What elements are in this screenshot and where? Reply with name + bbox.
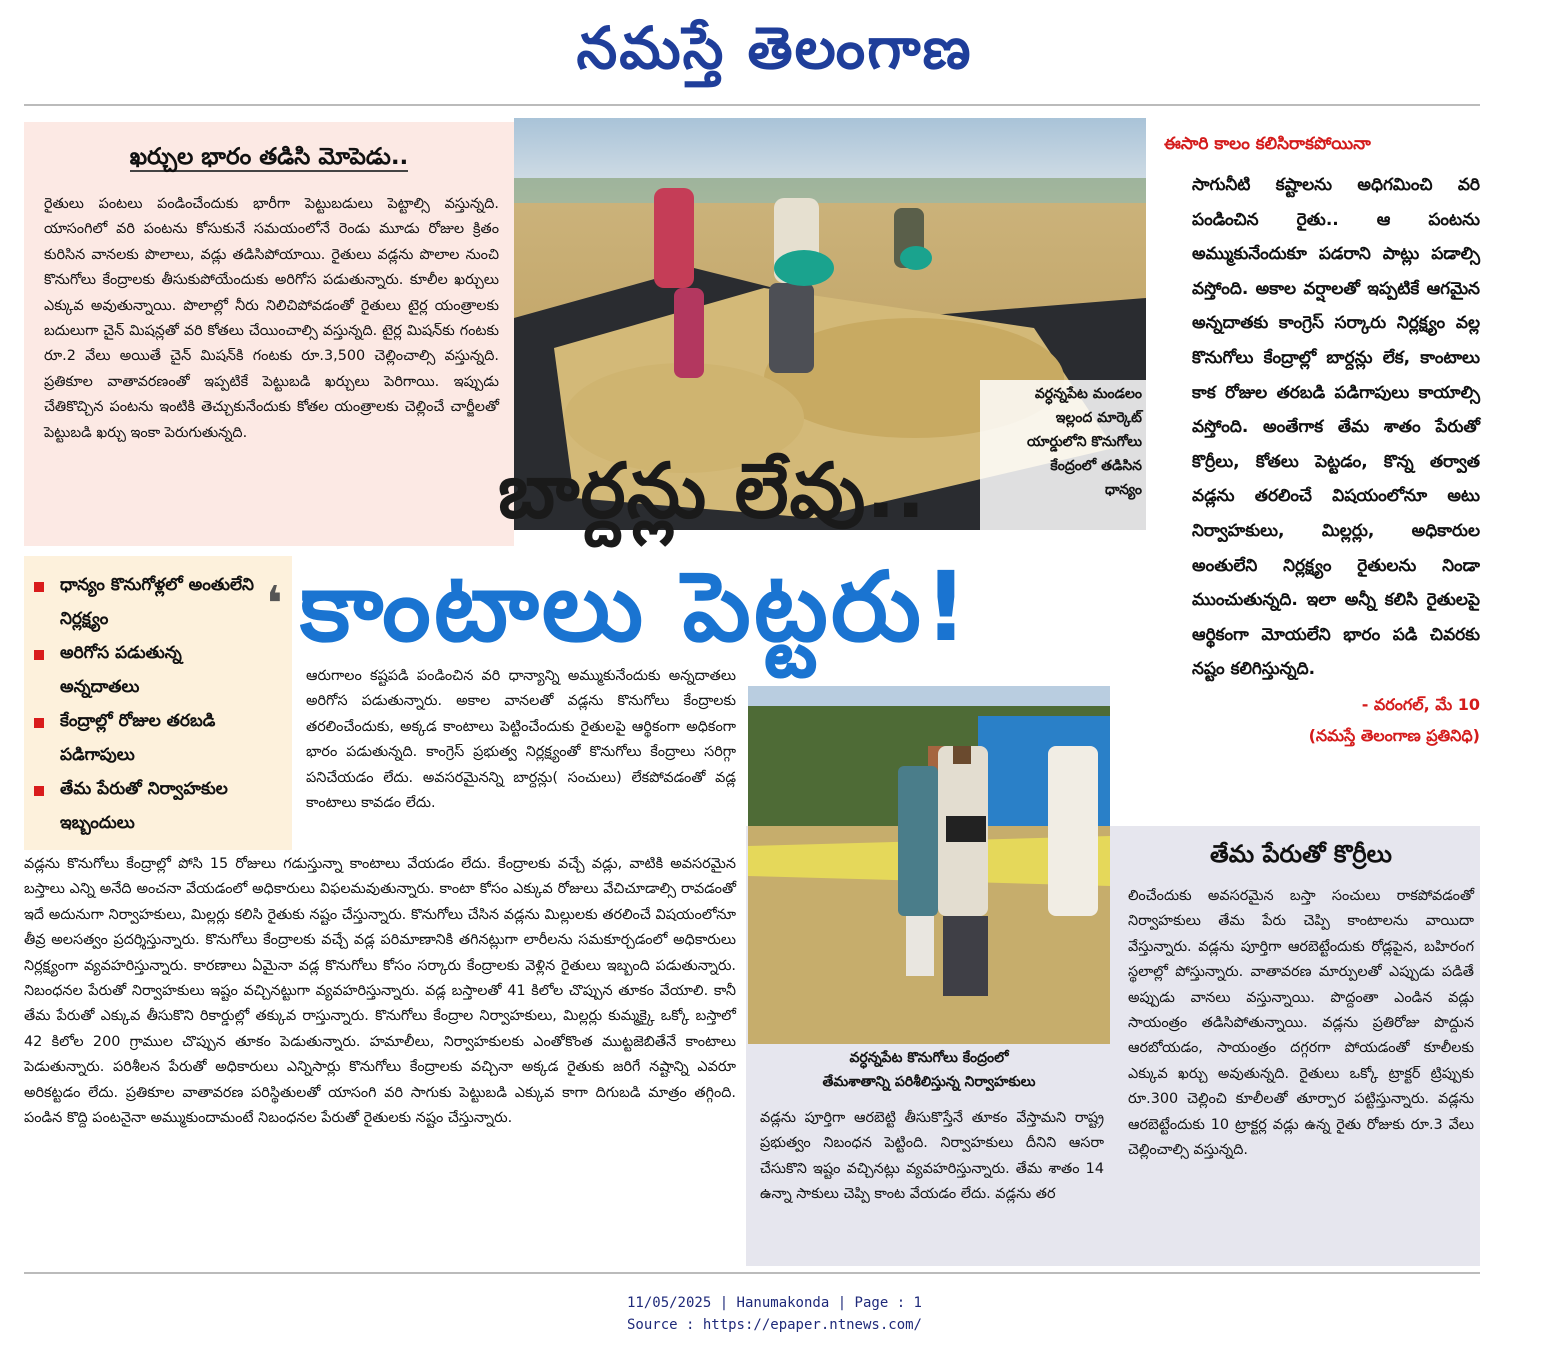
left-box-heading — [64, 144, 474, 180]
main-article-body: వడ్లను కొనుగోలు కేంద్రాల్లో పోసి 15 రోజులు గడుస్తున్నా కాంటాలు వేయడం లేదు. కేంద్రాలకు వచ్చే వడ్లు, వాటికి అవసరమైన బస్తాలు ఎన్ని అనేది అంచనా వేయడంలో అధికారులు విఫలమవుతున్నారు. కాంటా కోసం ఎక్కువ రోజులు వేచిచూడాల్సి రావడంతో ఇదే అదునుగా నిర్వాహకులు, మిల్లర్లు కలిసి రైతుకు నష్టం చేస్తున్నారు. కొనుగోలు చేసిన వడ్లను మిల్లులకు తరలించే విషయంలోనూ తీవ్ర అలసత్వం ప్రదర్శిస్తున్నారు. కొనుగోలు కేంద్రాలకు వచ్చే వడ్ల పరిమాణానికి తగినట్లుగా లారీలను సమకూర్చడంలో అధికారులు నిర్లక్ష్యంగా వ్యవహరిస్తున్నారు. కారణాలు ఏమైనా వడ్ల కొనుగోలు కోసం సర్కారు కేంద్రాలకు వెళ్లిన రైతులు ఇబ్బంది పడుతున్నారు. నిబంధనల పేరుతో నిర్వాహకులు ఇష్టం వచ్చినట్టుగా వ్యవహరిస్తున్నారు. వడ్ల బస్తాలతో 41 కిలోల చొప్పున తూకం వేయాలి. కానీ తేమ పేరుతో ఎక్కువ తీసుకొని రికార్డుల్లో తక్కువ రాస్తున్నారు. కొనుగోలు కేంద్రాల నిర్వాహకులు, మిల్లర్లు కుమ్మక్కై ఒక్కో బస్తాలో 42 కిలోల 200 గ్రాముల చొప్పున తూకం పెడుతున్నారు. హమాలీలు, నిర్వాహకులకు ఎంతోకొంత ముట్టజెబితేనే కాంటాలు పెడుతున్నారు. పరిశీలన పేరుతో అధికారులు ఎన్నిసార్లు కొనుగోలు కేంద్రాలకు వచ్చినా అక్కడ రైతుకు జరిగే నష్టాన్ని ఎవరూ అరికట్టడం లేదు. ప్రతికూల వాతావరణ పరిస్థితులతో యాసంగి వరి సాగుకు పెట్టుబడి ఎక్కువ కాగా దిగుబడి మాత్రం తగ్గింది. పండిన కొద్ది పంటనైనా అమ్ముకుందామంటే నిబంధనల పేరుతో రైతులకు నష్టం చేస్తున్నారు. — [24, 856, 736, 1127]
main-article-intro: ఆరుగాలం కష్టపడి పండించిన వరి ధాన్యాన్ని అమ్ముకునేందుకు అన్నదాతలు అరిగోస పడుతున్నారు. అకాల వానలతో వడ్లను కొనుగోలు కేంద్రాలకు తరలించేందుకు, అక్కడ కాంటాలు పెట్టించేందుకు రైతులపై ఆర్థికంగా అధికంగా భారం పడుతున్నది. కాంగ్రెస్ ప్రభుత్వ నిర్లక్ష్యంతో కొనుగోలు కేంద్రాలు సరిగ్గా పనిచేయడం లేదు. అవసరమైనన్ని బార్దన్లు( సంచులు) లేకపోవడంతో వడ్ల కాంటాలు కావడం లేదు. — [306, 668, 736, 812]
footer-date-line: 11/05/2025 | Hanumakonda | Page : 1 — [626, 1295, 922, 1311]
moisture-check-photo — [748, 686, 1110, 1044]
quote-mark-icon: ❛ — [266, 576, 283, 632]
highlight-item: ధాన్యం కొనుగోళ్లలో అంతులేని నిర్లక్ష్యం — [24, 568, 254, 636]
right-box-heading: తేమ పేరుతో కొర్రీలు — [1210, 840, 1392, 868]
photo2-caption-line: తేమశాతాన్ని పరిశీలిస్తున్న నిర్వాహకులు — [822, 1074, 1036, 1090]
highlights-list — [24, 568, 254, 840]
masthead: నమస్తే తెలంగాణ — [576, 14, 973, 82]
photo1-caption-line: ధాన్యం — [1104, 482, 1142, 498]
left-box-heading-text: ఖర్చుల భారం తడిసి మోపెడు.. — [129, 144, 409, 170]
highlight-item: అరిగోస పడుతున్న అన్నదాతలు — [24, 636, 254, 704]
right-box — [1128, 834, 1474, 1163]
photo1-caption-line: వర్ధన్నపేట మండలం — [1034, 386, 1142, 402]
photo1-caption-line: కేంద్రంలో తడిసిన — [1050, 458, 1142, 474]
footer-rule — [24, 1272, 1480, 1274]
photo1-caption-line: యార్డులోని కొనుగోలు — [1027, 434, 1142, 450]
highlight-item: తేమ పేరుతో నిర్వాహకుల ఇబ్బందులు — [24, 772, 254, 840]
masthead-rule — [24, 104, 1480, 106]
photo1-caption — [986, 382, 1142, 502]
right-column — [1164, 134, 1480, 749]
photo2-caption — [748, 1046, 1110, 1094]
right-box-paragraph: లించేందుకు అవసరమైన బస్తా సంచులు రాకపోవడంతో నిర్వాహకులు తేమ పేరు చెప్పి కాంటాలను వాయిదా వేస్తున్నారు. వడ్లను పూర్తిగా ఆరబెట్టేందుకు రోడ్లపైన, బహిరంగ స్థలాల్లో పోస్తున్నారు. వాతావరణ మార్పులతో ఎప్పుడు పడితే అప్పుడు వానలు వస్తున్నాయి. పొద్దంతా ఎండిన వడ్లు సాయంత్రం తడిసిపోతున్నాయి. వడ్లను ప్రతిరోజు పొద్దున ఆరబోయడం, సాయంత్రం దగ్గరగా పోయడంతో కూలీలకు ఎక్కువ ఖర్చు అవుతున్నది. రైతులు ఒక్కో ట్రాక్టర్ ట్రిప్పుకు రూ.300 చెల్లించి కూలీలతో తూర్పార పట్టిస్తున్నారు. వడ్లను ఆరబెట్టేందుకు 10 ట్రాక్టర్ల వడ్లు ఉన్న రైతు రోజుకు రూ.3 వేలు చెల్లించాల్సి వస్తున్నది. — [1128, 888, 1474, 1159]
right-column-dateline: - వరంగల్, మే 10 — [1361, 694, 1480, 714]
left-box-paragraph: రైతులు పంటలు పండించేందుకు భారీగా పెట్టుబడులు పెట్టాల్సి వస్తున్నది. యాసంగిలో వరి పంటను కోసుకునే సమయంలోనే రెండు మూడు రోజుల క్రితం కురిసిన వానలకు పొలాలు, వడ్లు తడిసిపోయాయి. రైతులు వడ్లను పొలాల నుంచి కొనుగోలు కేంద్రాలకు తీసుకుపోయేందుకు అరిగోస పడుతున్నారు. కూలీల ఖర్చులు ఎక్కువ అవుతున్నాయి. పొలాల్లో నీరు నిలిచిపోవడంతో రైతులు టైర్ల యంత్రాలకు బదులుగా చైన్ మిషన్లతో వరి కోతలు చేయించాల్సి వస్తున్నది. టైర్ల మిషన్‌కు గంటకు రూ.2 వేలు అయితే చైన్ మిషన్‌కి గంటకు రూ.3,500 చెల్లించాల్సి వస్తున్నది. ప్రతికూల వాతావరణంతో ఇప్పటికే పెట్టుబడి ఖర్చులు పెరిగాయి. ఇప్పుడు చేతికొచ్చిన పంటను ఇంటికి తెచ్చుకునేందుకు కోతల యంత్రాలకు చెల్లించే చార్జీలతో పెట్టుబడి ఖర్చు ఇంకా పెరుగుతున్నది. — [44, 196, 499, 441]
headline-line2: కాంటాలు పెట్టరు! — [300, 551, 971, 663]
photo1-caption-line: ఇల్లంద మార్కెట్ — [1055, 410, 1142, 426]
footer-source-line: Source : https://epaper.ntnews.com/ — [626, 1317, 922, 1333]
right-column-byline: (నమస్తే తెలంగాణ ప్రతినిధి) — [1308, 725, 1480, 745]
headline-line1: బార్దన్లు లేవు.. — [498, 446, 927, 535]
middle-bottom-text: వడ్లను పూర్తిగా ఆరబెట్టి తీసుకొస్తేనే తూకం వేస్తామని రాష్ట్ర ప్రభుత్వం నిబంధన పెట్టింది. నిర్వాహకులు దీనిని ఆసరా చేసుకొని ఇష్టం వచ్చినట్లు వ్యవహరిస్తున్నారు. తేమ శాతం 14 ఉన్నా సాకులు చెప్పి కాంట వేయడం లేదు. వడ్లను తర — [760, 1110, 1104, 1203]
left-box — [24, 122, 514, 546]
highlights-box — [24, 556, 292, 850]
highlight-item: కేంద్రాల్లో రోజుల తరబడి పడిగాపులు — [24, 704, 254, 772]
right-column-kicker: ఈసారి కాలం కలిసిరాకపోయినా — [1164, 134, 1371, 154]
footer — [0, 1292, 1549, 1336]
moisture-check-photo-art — [748, 686, 1110, 1044]
right-column-paragraph: సాగునీటి కష్టాలను అధిగమించి వరి పండించిన రైతు.. ఆ పంటను అమ్ముకునేందుకూ పడరాని పాట్లు పడాల్సి వస్తోంది. అకాల వర్షాలతో ఇప్పటికే ఆగమైన అన్నదాతకు కాంగ్రెస్ సర్కారు నిర్లక్ష్యం వల్ల కొనుగోలు కేంద్రాల్లో బార్దన్లు లేక, కాంటాలు కాక రోజుల తరబడి పడిగాపులు కాయాల్సి వస్తోంది. అంతేగాక తేమ శాతం పేరుతో కొర్రీలు, కోతలు పెట్టడం, కొన్న తర్వాత వడ్లను తరలించే విషయంలోనూ అటు నిర్వాహకులు, మిల్లర్లు, అధికారుల అంతులేని నిర్లక్ష్యం రైతులను నిండా ముంచుతున్నది. ఇలా అన్నీ కలిసి రైతులపై ఆర్థికంగా మోయలేని భారం పడి చివరకు నష్టం కలిగిస్తున్నది. — [1192, 175, 1480, 680]
photo2-caption-line: వర్ధన్నపేట కొనుగోలు కేంద్రంలో — [849, 1050, 1009, 1066]
